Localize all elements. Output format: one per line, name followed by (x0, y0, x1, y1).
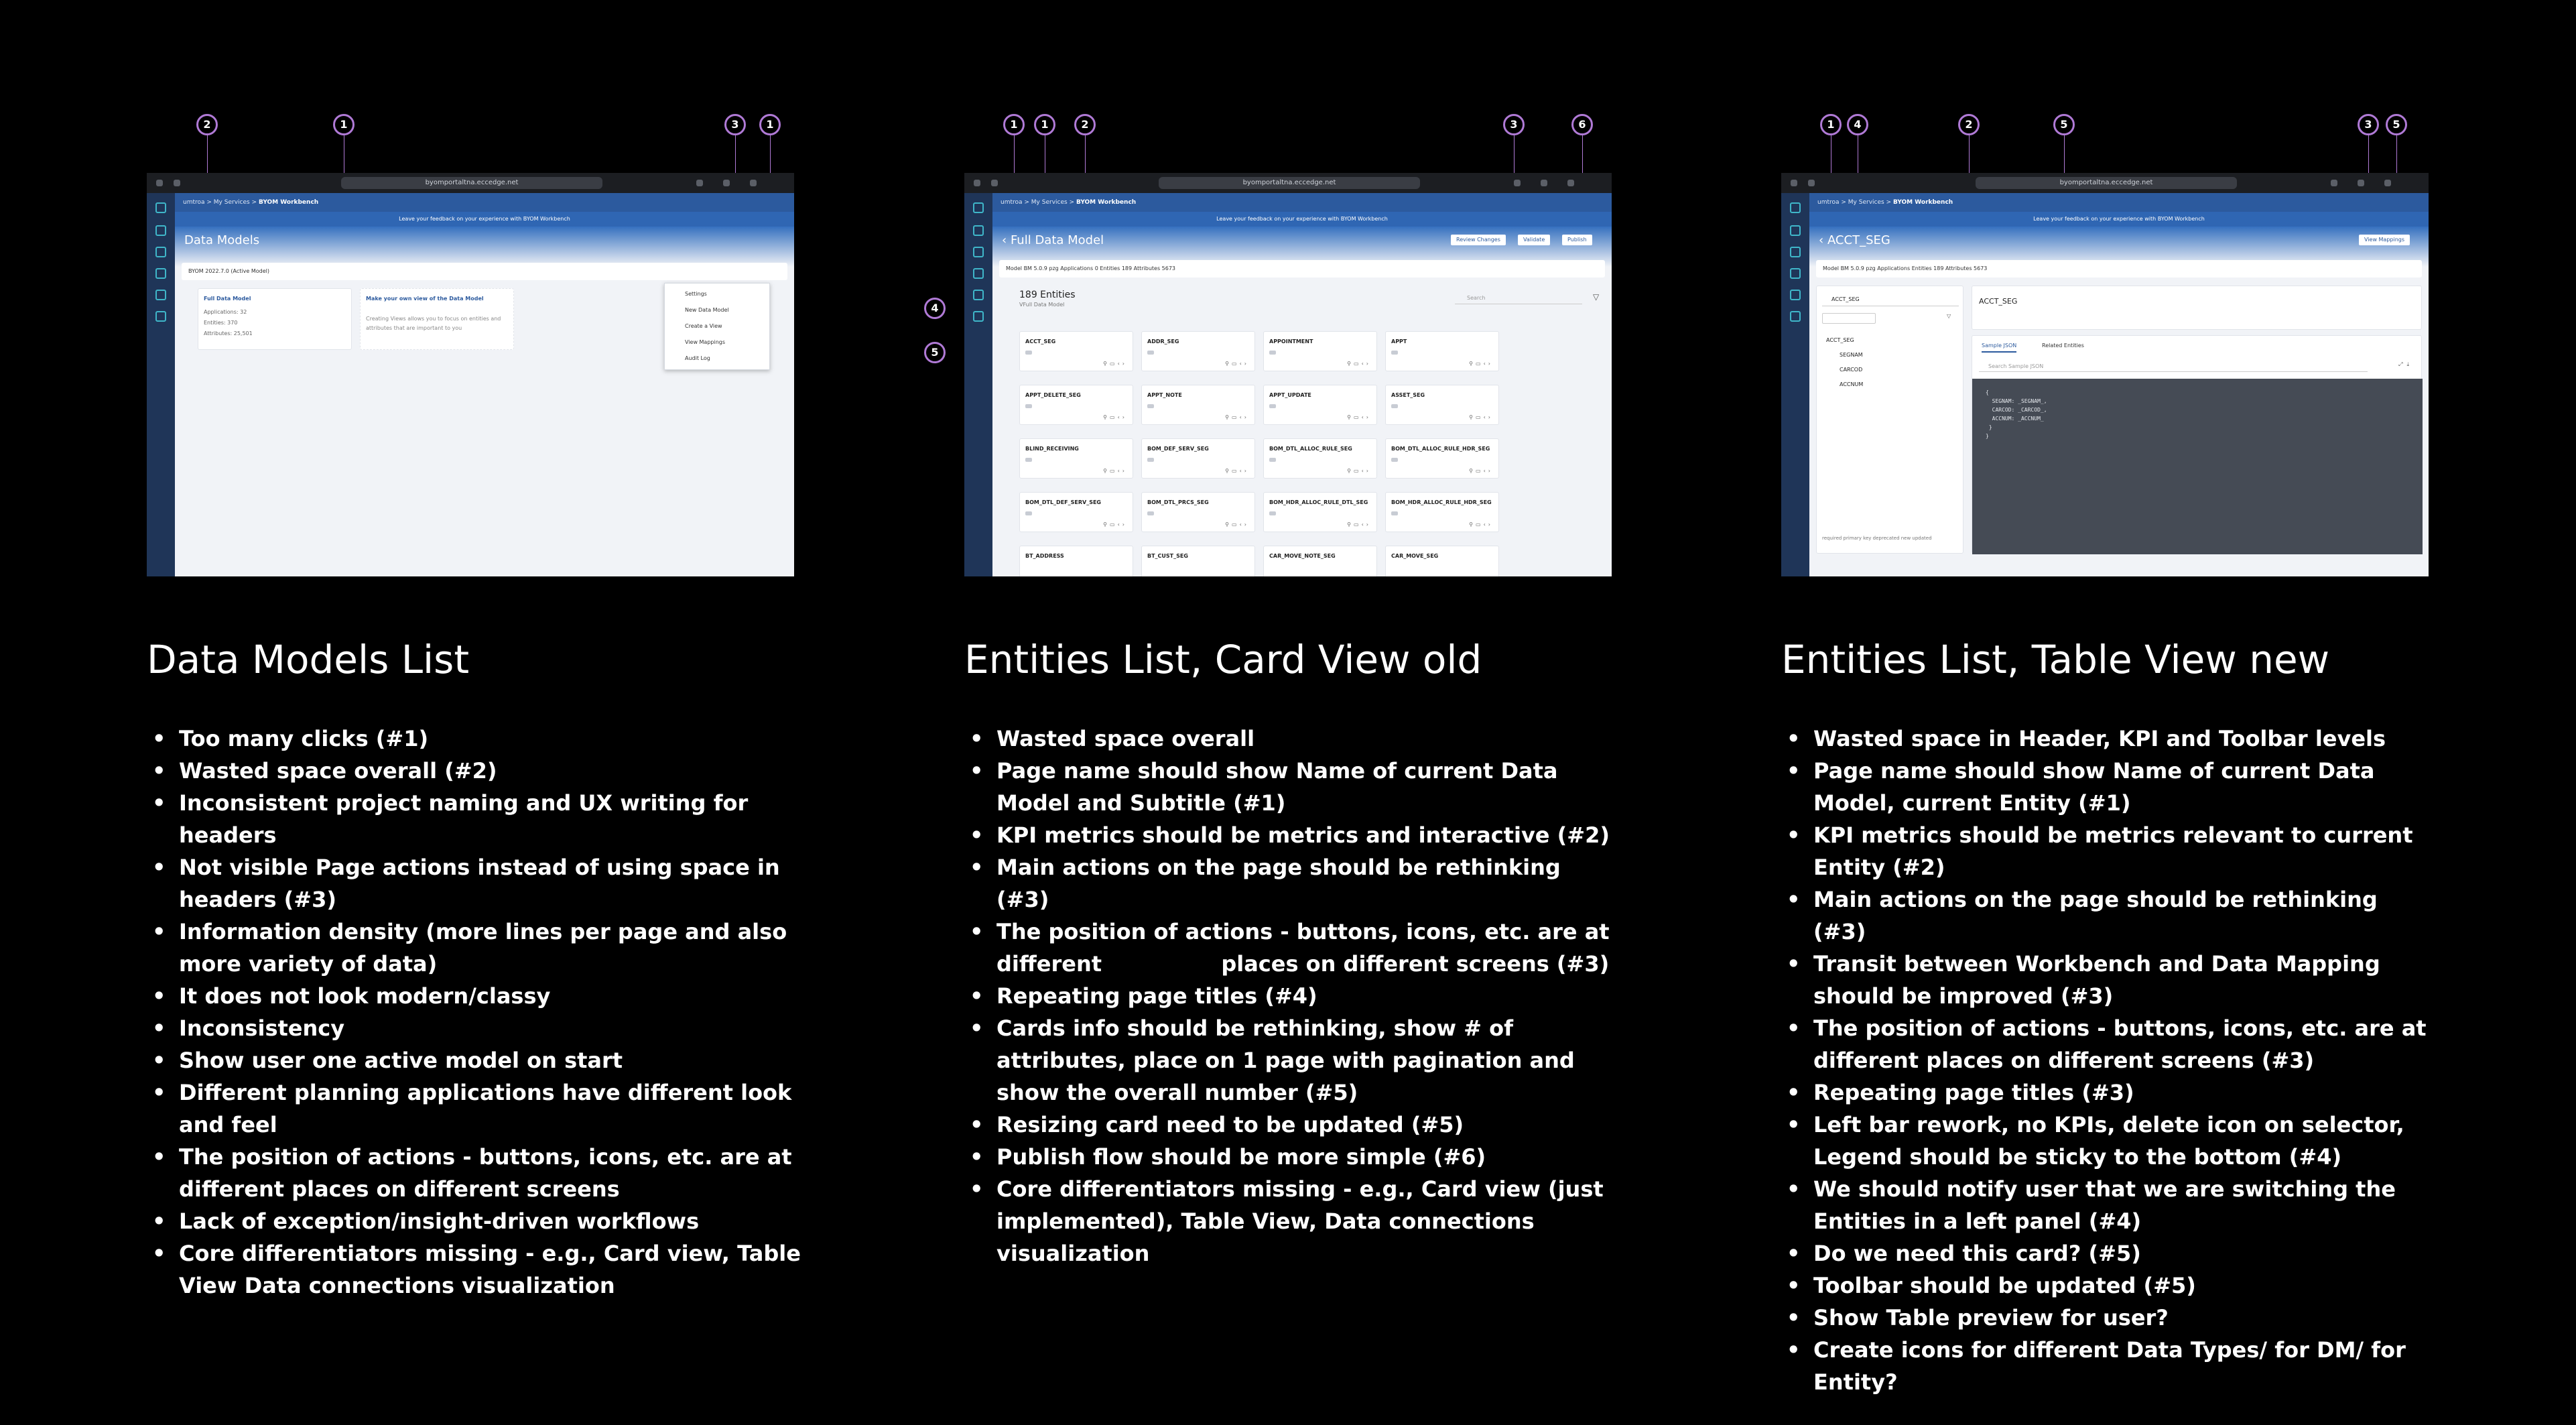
app-header (175, 193, 794, 212)
grid-icon[interactable] (973, 311, 984, 322)
card-actions-icon[interactable]: ⚲▭‹› (1103, 521, 1127, 528)
dashboard-icon[interactable] (973, 290, 984, 300)
app-body (175, 193, 794, 576)
sidebar-toggle-icon[interactable] (156, 180, 163, 186)
callout-badge: 3 (724, 114, 746, 135)
left-rail (1781, 193, 1809, 576)
card-actions-icon[interactable]: ⚲▭‹› (1347, 468, 1371, 474)
callout-badge: 3 (1503, 114, 1525, 135)
home-icon[interactable] (973, 225, 984, 236)
extension-icon[interactable] (2331, 180, 2337, 186)
sidebar-toggle-icon[interactable] (1791, 180, 1797, 186)
json-line: } (1986, 424, 1992, 430)
tab-sample-json[interactable]: Sample JSON (1982, 343, 2016, 353)
url-bar[interactable]: byomportaltna.eccedge.net (1159, 177, 1420, 189)
filter-icon[interactable]: ▽ (1947, 313, 1951, 319)
issue-item: • KPI metrics should be metrics and interactive (#2) (996, 819, 1620, 851)
callout-badge: 1 (1820, 114, 1842, 135)
entity-badge (1025, 511, 1032, 515)
browser-bar (964, 173, 1612, 193)
issue-item: • Publish flow should be more simple (#6) (996, 1141, 1620, 1173)
json-line: } (1986, 433, 1989, 439)
issue-item: • Create icons for different Data Types/ for DM/ for Entity? (1813, 1334, 2437, 1398)
card-actions-icon[interactable]: ⚲▭‹› (1347, 414, 1371, 420)
issue-item: • Not visible Page actions instead of using space in headers (#3) (179, 851, 802, 916)
callout-badge: 4 (924, 298, 946, 319)
panel-title: Entities List, Table View new (1781, 637, 2330, 682)
card-actions-icon[interactable]: ⚲▭‹› (1469, 468, 1493, 474)
dashboard-icon[interactable] (155, 290, 166, 300)
issue-item: • Show Table preview for user? (1813, 1302, 2437, 1334)
entity-badge (1147, 404, 1154, 408)
entity-card-title: CAR_MOVE_NOTE_SEG (1269, 553, 1336, 559)
issue-item: • Lack of exception/insight-driven workflows (179, 1205, 802, 1237)
share-icon[interactable] (1541, 180, 1547, 186)
panel-entities-table-view (1781, 0, 2429, 1425)
dashboard-icon[interactable] (1790, 290, 1801, 300)
review-changes-button[interactable]: Review Changes (1451, 235, 1506, 245)
menu-item-settings[interactable]: Settings (685, 291, 707, 297)
entity-badge (1147, 511, 1154, 515)
callout-badge: 1 (1003, 114, 1025, 135)
browser-bar (147, 173, 794, 193)
extension-icon[interactable] (1514, 180, 1521, 186)
app-logo-icon[interactable] (155, 202, 166, 213)
menu-item-audit-log[interactable]: Audit Log (685, 355, 710, 361)
extension-icon[interactable] (696, 180, 703, 186)
callout-badge: 2 (1074, 114, 1096, 135)
entity-selector[interactable]: ACCT_SEG (1822, 293, 1959, 306)
browser-bar (1781, 173, 2429, 193)
card-actions-icon[interactable]: ⚲▭‹› (1469, 361, 1493, 367)
menu-item-create-view[interactable]: Create a View (685, 323, 722, 329)
card-actions-icon[interactable]: ⚲▭‹› (1225, 521, 1249, 528)
entity-card-title: BOM_DTL_DEF_SERV_SEG (1025, 499, 1101, 505)
card-actions-icon[interactable]: ⚲▭‹› (1103, 361, 1127, 367)
issue-item: • Core differentiators missing - e.g., Card view, Table View Data connections visualization (179, 1237, 802, 1302)
issue-list (996, 723, 1620, 1269)
entity-card-title: BOM_DEF_SERV_SEG (1147, 446, 1209, 452)
kpi-bar: Model BM 5.0.9 pzg Applications Entities 189 Attributes 5673 (1816, 260, 2422, 277)
entity-badge (1025, 458, 1032, 462)
app-logo-icon[interactable] (973, 202, 984, 213)
entity-card[interactable] (1385, 546, 1499, 576)
validate-button[interactable]: Validate (1518, 235, 1550, 245)
url-bar[interactable]: byomportaltna.eccedge.net (1976, 177, 2237, 189)
entity-card[interactable] (1263, 438, 1377, 479)
mapping-icon[interactable] (973, 268, 984, 279)
app-name: BYOM Workbench (258, 199, 319, 206)
issue-item: • Inconsistency (179, 1012, 802, 1044)
sidebar-toggle-icon[interactable] (974, 180, 980, 186)
card-line: Creating Views allows you to focus on entities and (366, 316, 501, 322)
issue-item: • The position of actions - buttons, icons, etc. are at different places on different screens (179, 1141, 802, 1205)
card-full-data-model[interactable] (198, 288, 352, 350)
json-preview (1972, 379, 2423, 554)
tabs-icon[interactable] (2384, 180, 2391, 186)
entity-card-title: BT_ADDRESS (1025, 553, 1064, 559)
app-header (992, 193, 1612, 212)
page-title (1819, 233, 1890, 247)
publish-button[interactable]: Publish (1562, 235, 1592, 245)
issue-item: • It does not look modern/classy (179, 980, 802, 1012)
entity-badge (1025, 351, 1032, 355)
menu-item-new-data-model[interactable]: New Data Model (685, 307, 729, 313)
entity-name: ACCT_SEG (1979, 297, 2018, 306)
mapping-icon[interactable] (1790, 268, 1801, 279)
entity-badge (1391, 404, 1398, 408)
entity-card[interactable] (1141, 492, 1255, 532)
issue-item: • Information density (more lines per page and also more variety of data) (179, 916, 802, 980)
card-actions-icon[interactable]: ⚲▭‹› (1469, 414, 1493, 420)
legend: required primary key deprecated new updated (1822, 536, 1932, 541)
entity-badge (1269, 351, 1276, 355)
mapping-icon[interactable] (155, 268, 166, 279)
home-icon[interactable] (1790, 225, 1801, 236)
json-line: { (1986, 389, 1989, 395)
entity-card[interactable] (1385, 438, 1499, 479)
left-rail (964, 193, 992, 576)
entity-card[interactable] (1019, 492, 1133, 532)
issue-list (1813, 723, 2437, 1398)
issue-item: • Inconsistent project naming and UX writing for headers (179, 787, 802, 851)
entity-card-title: APPT_NOTE (1147, 392, 1182, 398)
left-rail (147, 193, 175, 576)
entity-card-title: BOM_HDR_ALLOC_RULE_DTL_SEG (1269, 499, 1368, 505)
card-line: attributes that are important to you (366, 325, 462, 331)
entity-badge (1391, 351, 1398, 355)
entity-card-title: BOM_DTL_ALLOC_RULE_SEG (1269, 446, 1352, 452)
issue-item: • Wasted space in Header, KPI and Toolbar levels (1813, 723, 2437, 755)
page-title (1002, 233, 1104, 247)
entity-card[interactable] (1141, 331, 1255, 371)
entity-card[interactable] (1019, 331, 1133, 371)
filter-icon[interactable]: ▽ (1593, 292, 1600, 302)
issue-item: • Wasted space overall (996, 723, 1620, 755)
card-title: Make your own view of the Data Model (366, 296, 484, 302)
page-hero (175, 227, 794, 267)
app-name: BYOM Workbench (1892, 199, 1953, 206)
entity-card[interactable] (1385, 385, 1499, 425)
entity-card-title: APPT (1391, 338, 1407, 345)
breadcrumb[interactable]: umtroa > My Services > (1001, 199, 1075, 206)
tab-related-entities[interactable]: Related Entities (2042, 343, 2084, 349)
share-icon[interactable] (723, 180, 730, 186)
entity-badge (1269, 404, 1276, 408)
home-icon[interactable] (155, 225, 166, 236)
grid-icon[interactable] (1790, 311, 1801, 322)
entity-badge (1269, 511, 1276, 515)
page-title: Data Models (184, 233, 260, 247)
entity-card[interactable] (1019, 546, 1133, 576)
entity-info-card (1972, 286, 2422, 330)
issue-item: • Different planning applications have different look and feel (179, 1076, 802, 1141)
models-icon[interactable] (1790, 247, 1801, 257)
entity-badge (1269, 458, 1276, 462)
card-actions-icon[interactable]: ⚲▭‹› (1347, 361, 1371, 367)
screenshot-entities-table-view (1781, 173, 2429, 576)
card-line: Applications: 32 (204, 309, 247, 315)
screenshot-entities-card-view (964, 173, 1612, 576)
entity-card-title: APPT_UPDATE (1269, 392, 1311, 398)
back-icon[interactable] (174, 180, 180, 186)
callout-badge: 2 (1958, 114, 1980, 135)
json-line: ACCNUM: _ACCNUM_ (1986, 416, 2044, 422)
expand-download-icon[interactable]: ⤢⤓ (2398, 361, 2413, 367)
entity-card[interactable] (1019, 438, 1133, 479)
issue-item: • Transit between Workbench and Data Mapping should be improved (#3) (1813, 948, 2437, 1012)
tree-item[interactable]: ACCNUM (1840, 381, 1864, 387)
card-actions-icon[interactable]: ⚲▭‹› (1347, 521, 1371, 528)
issue-item: • Page name should show Name of current Data Model and Subtitle (#1) (996, 755, 1620, 819)
entity-card-title: APPT_DELETE_SEG (1025, 392, 1081, 398)
app-body (1809, 193, 2429, 576)
issue-list (179, 723, 802, 1302)
app-logo-icon[interactable] (1790, 202, 1801, 213)
entity-card-title: BOM_HDR_ALLOC_RULE_HDR_SEG (1391, 499, 1492, 505)
tree-item[interactable]: CARCOD (1840, 367, 1863, 373)
breadcrumb[interactable]: umtroa > My Services > (1817, 199, 1892, 206)
issue-item: • Show user one active model on start (179, 1044, 802, 1076)
entity-card[interactable] (1263, 492, 1377, 532)
back-chevron-icon[interactable]: ‹ (1819, 233, 1824, 247)
card-actions-icon[interactable]: ⚲▭‹› (1103, 414, 1127, 420)
panel-title: Data Models List (147, 637, 470, 682)
issue-item: • Toolbar should be updated (#5) (1813, 1269, 2437, 1302)
entity-card[interactable] (1263, 385, 1377, 425)
panel-entities-card-view (931, 0, 1617, 1425)
entity-card-title: ADDR_SEG (1147, 338, 1179, 345)
callout-badge: 5 (2053, 114, 2075, 135)
breadcrumb[interactable]: umtroa > My Services > (183, 199, 257, 206)
issue-item: • We should notify user that we are switching the Entities in a left panel (#4) (1813, 1173, 2437, 1237)
entity-card-title: APPOINTMENT (1269, 338, 1313, 345)
card-actions-icon[interactable]: ⚲▭‹› (1103, 468, 1127, 474)
callout-badge: 5 (2386, 114, 2407, 135)
entities-count: 189 Entities (1019, 290, 1076, 300)
issue-item: • Resizing card need to be updated (#5) (996, 1109, 1620, 1141)
callout-badge: 1 (333, 114, 355, 135)
models-icon[interactable] (155, 247, 166, 257)
card-line: Attributes: 25,501 (204, 330, 253, 336)
entity-badge (1025, 404, 1032, 408)
issue-item: • Main actions on the page should be rethinking (#3) (1813, 883, 2437, 948)
entity-card-title: BLIND_RECEIVING (1025, 446, 1079, 452)
back-icon[interactable] (1808, 180, 1815, 186)
issue-item: • Too many clicks (#1) (179, 723, 802, 755)
entity-card[interactable] (1385, 492, 1499, 532)
entity-card[interactable] (1263, 546, 1377, 576)
issue-item: • Left bar rework, no KPIs, delete icon on selector, Legend should be sticky to the bottom (#4) (1813, 1109, 2437, 1173)
issue-item: • The position of actions - buttons, icons, etc. are at different places on different screens (#3) (996, 916, 1620, 980)
entity-badge (1391, 511, 1398, 515)
callout-badge: 1 (759, 114, 781, 135)
entity-card-title: CAR_MOVE_SEG (1391, 553, 1439, 559)
feedback-banner[interactable]: Leave your feedback on your experience with BYOM Workbench (175, 212, 794, 227)
issue-item: • Page name should show Name of current Data Model, current Entity (#1) (1813, 755, 2437, 819)
callout-badge: 3 (2358, 114, 2379, 135)
json-search-input[interactable]: Search Sample JSON (1979, 361, 2368, 372)
entity-card-title: BOM_DTL_ALLOC_RULE_HDR_SEG (1391, 446, 1490, 452)
issue-item: • Main actions on the page should be rethinking (#3) (996, 851, 1620, 916)
url-bar[interactable]: byomportaltna.eccedge.net (341, 177, 602, 189)
callout-badge: 4 (1847, 114, 1868, 135)
entity-card[interactable] (1141, 438, 1255, 479)
entity-detail-card (1972, 335, 2422, 554)
entity-card-title: ACCT_SEG (1025, 338, 1056, 345)
issue-item: • Do we need this card? (#5) (1813, 1237, 2437, 1269)
grid-icon[interactable] (155, 311, 166, 322)
card-actions-icon[interactable]: ⚲▭‹› (1225, 361, 1249, 367)
entity-badge (1147, 458, 1154, 462)
tree-item[interactable]: SEGNAM (1840, 352, 1863, 358)
card-actions-icon[interactable]: ⚲▭‹› (1469, 521, 1493, 528)
card-actions-icon[interactable]: ⚲▭‹› (1225, 468, 1249, 474)
entity-badge (1391, 458, 1398, 462)
entity-badge (1147, 351, 1154, 355)
entity-card[interactable] (1385, 331, 1499, 371)
kpi-bar: Model BM 5.0.9 pzg Applications 0 Entities 189 Attributes 5673 (999, 260, 1605, 277)
issue-item: • Repeating page titles (#4) (996, 980, 1620, 1012)
callout-badge: 5 (924, 342, 946, 363)
card-line: Entities: 370 (204, 320, 238, 326)
callout-badge: 6 (1571, 114, 1593, 135)
back-icon[interactable] (991, 180, 998, 186)
entity-card-title: ASSET_SEG (1391, 392, 1425, 398)
app-body (992, 193, 1612, 576)
tabs-icon[interactable] (750, 180, 757, 186)
json-line: CARCOD: _CARCOD_, (1986, 407, 2047, 413)
page-title-text: Full Data Model (1010, 233, 1104, 247)
feedback-banner[interactable]: Leave your feedback on your experience with BYOM Workbench (992, 212, 1612, 227)
attributes-filter[interactable] (1822, 313, 1876, 324)
screenshot-data-models (147, 173, 794, 576)
tabs-icon[interactable] (1567, 180, 1574, 186)
feedback-banner[interactable]: Leave your feedback on your experience with BYOM Workbench (1809, 212, 2429, 227)
share-icon[interactable] (2358, 180, 2364, 186)
tree-item[interactable]: ACCT_SEG (1826, 337, 1854, 343)
app-header (1809, 193, 2429, 212)
issue-item: • KPI metrics should be metrics relevant to current Entity (#2) (1813, 819, 2437, 883)
issue-item: • Core differentiators missing - e.g., Card view (just implemented), Table View, Data connections visualization (996, 1173, 1620, 1269)
issue-item: • The position of actions - buttons, icons, etc. are at different places on different screens (#3) (1813, 1012, 2437, 1076)
menu-item-view-mappings[interactable]: View Mappings (685, 339, 726, 345)
issue-item: • Wasted space overall (#2) (179, 755, 802, 787)
callout-badge: 2 (196, 114, 218, 135)
panel-data-models-list (147, 0, 801, 1425)
back-chevron-icon[interactable]: ‹ (1002, 233, 1007, 247)
view-mappings-button[interactable]: View Mappings (2359, 235, 2410, 245)
actions-menu (664, 283, 770, 370)
page-title-text: ACCT_SEG (1827, 233, 1890, 247)
card-create-view[interactable] (360, 288, 514, 350)
card-title: Full Data Model (204, 296, 251, 302)
issue-item: • Repeating page titles (#3) (1813, 1076, 2437, 1109)
entity-card-title: BT_CUST_SEG (1147, 553, 1188, 559)
callout-badge: 1 (1034, 114, 1055, 135)
card-actions-icon[interactable]: ⚲▭‹› (1225, 414, 1249, 420)
issue-item: • Cards info should be rethinking, show # of attributes, place on 1 page with pagination and show the overall number (#5) (996, 1012, 1620, 1109)
app-name: BYOM Workbench (1076, 199, 1137, 206)
entity-card[interactable] (1263, 331, 1377, 371)
models-icon[interactable] (973, 247, 984, 257)
entity-card-title: BOM_DTL_PRCS_SEG (1147, 499, 1209, 505)
search-input[interactable]: Search (1455, 292, 1582, 304)
json-line: SEGNAM: _SEGNAM_, (1986, 398, 2047, 404)
entity-card[interactable] (1141, 385, 1255, 425)
entity-card[interactable] (1141, 546, 1255, 576)
panel-title: Entities List, Card View old (964, 637, 1482, 682)
entities-subtitle: VFull Data Model (1019, 302, 1065, 308)
entity-side-panel (1816, 286, 1963, 554)
entity-card[interactable] (1019, 385, 1133, 425)
model-selector[interactable]: BYOM 2022.7.0 (Active Model) (182, 263, 787, 280)
